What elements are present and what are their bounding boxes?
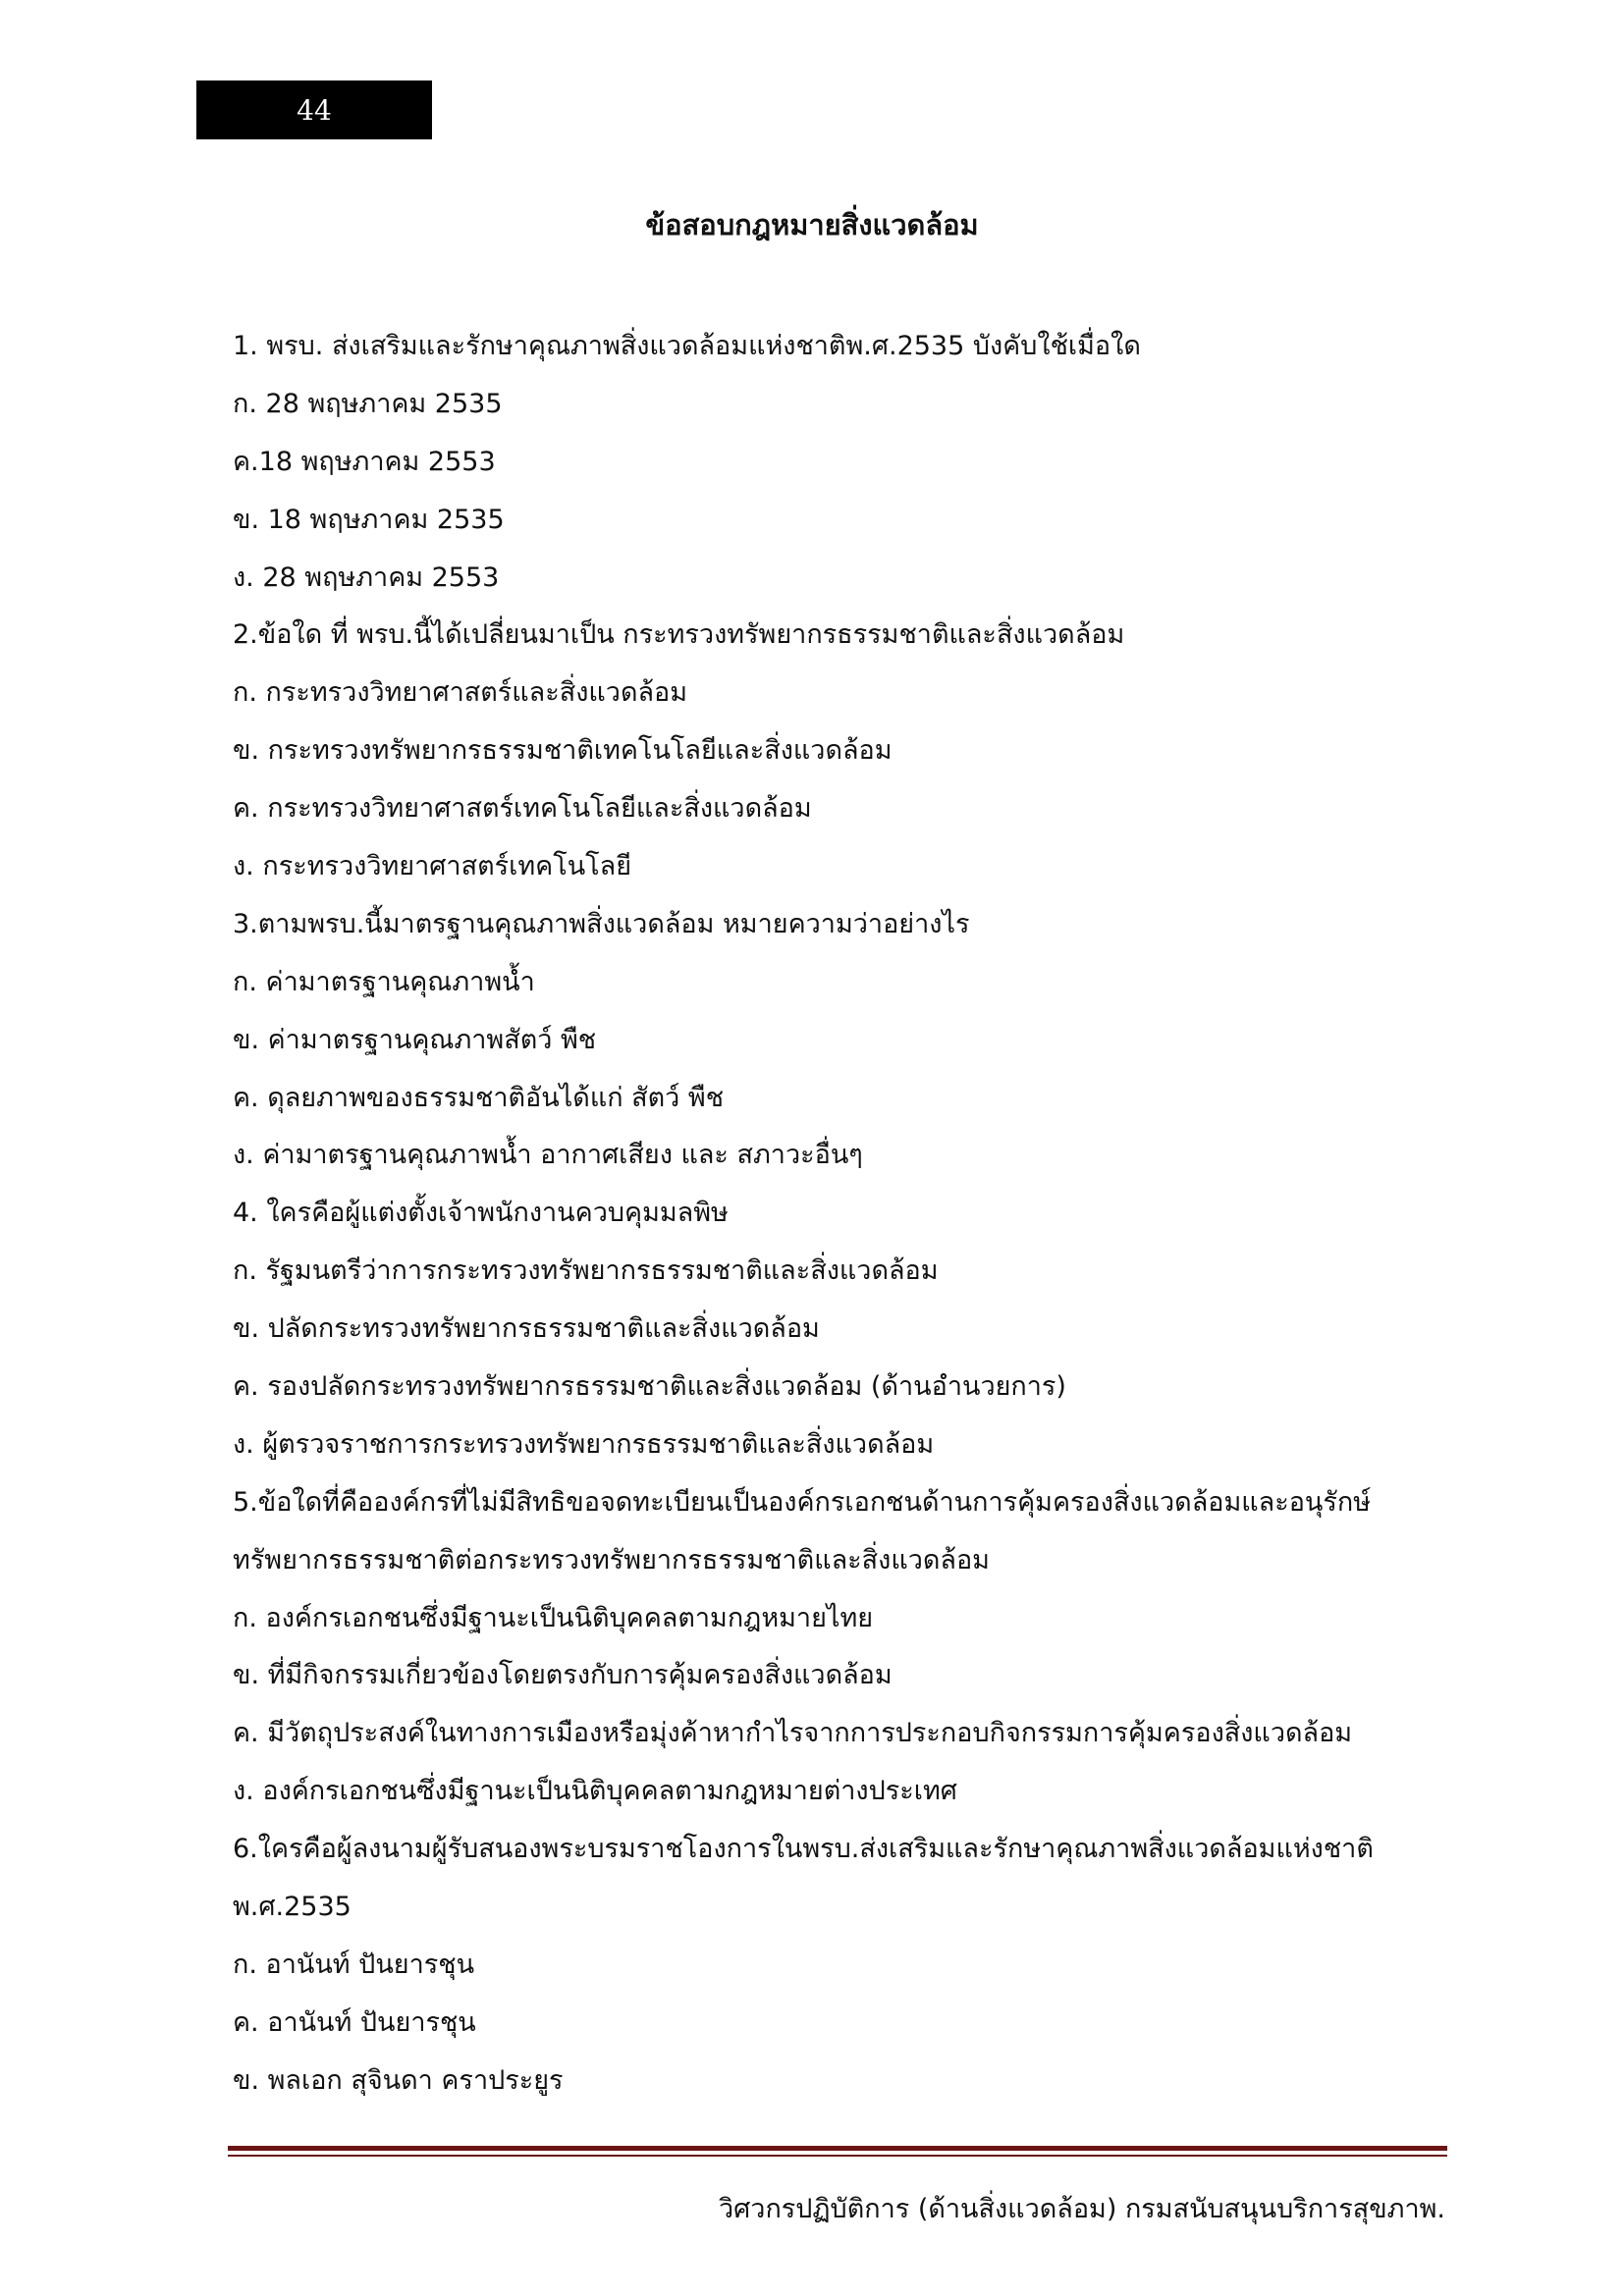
question-5-text: 5.ข้อใดที่คือองค์กรที่ไม่มีสิทธิขอจดทะเบียนเป็นองค์กรเอกชนด้านการคุ้มครองสิ่งแวดล้อมและอนุรักษ์ <box>233 1486 1372 1518</box>
question-2-option-b: ข. กระทรวงทรัพยากรธรรมชาติเทคโนโลยีและสิ่งแวดล้อม <box>233 735 893 767</box>
question-2-option-a: ก. กระทรวงวิทยาศาสตร์และสิ่งแวดล้อม <box>233 677 688 709</box>
question-4-option-c: ค. รองปลัดกระทรวงทรัพยากรธรรมชาติและสิ่งแวดล้อม (ด้านอำนวยการ) <box>233 1371 1066 1403</box>
footer-text: วิศวกรปฏิบัติการ (ด้านสิ่งแวดล้อม) กรมสนับสนุนบริการสุขภาพ. <box>718 2194 1445 2224</box>
footer-divider-thick <box>228 2146 1447 2151</box>
question-5-option-b: ข. ที่มีกิจกรรมเกี่ยวข้องโดยตรงกับการคุ้มครองสิ่งแวดล้อม <box>233 1660 893 1691</box>
question-5-text-continued: ทรัพยากรธรรมชาติต่อกระทรวงทรัพยากรธรรมชาติและสิ่งแวดล้อม <box>233 1544 990 1575</box>
document-body <box>233 318 1450 2110</box>
question-3-text: 3.ตามพรบ.นี้มาตรฐานคุณภาพสิ่งแวดล้อม หมายความว่าอย่างไร <box>233 908 970 939</box>
question-3-option-c: ค. ดุลยภาพของธรรมชาติอันได้แก่ สัตว์ พืช <box>233 1082 725 1113</box>
question-2-text: 2.ข้อใด ที่ พรบ.นี้ได้เปลี่ยนมาเป็น กระทรวงทรัพยากรธรรมชาติและสิ่งแวดล้อม <box>233 619 1125 651</box>
question-3-option-d: ง. ค่ามาตรฐานคุณภาพน้ำ อากาศเสียง และ สภาวะอื่นๆ <box>233 1140 863 1171</box>
question-3-option-a: ก. ค่ามาตรฐานคุณภาพน้ำ <box>233 966 535 997</box>
page-number-box <box>196 80 432 139</box>
page-number: 44 <box>297 93 332 127</box>
question-1-option-a: ก. 28 พฤษภาคม 2535 <box>233 388 503 419</box>
question-5-option-a: ก. องค์กรเอกชนซึ่งมีฐานะเป็นนิติบุคคลตามกฎหมายไทย <box>233 1602 874 1633</box>
question-4-option-d: ง. ผู้ตรวจราชการกระทรวงทรัพยากรธรรมชาติและสิ่งแวดล้อม <box>233 1428 935 1460</box>
question-1-text: 1. พรบ. ส่งเสริมและรักษาคุณภาพสิ่งแวดล้อมแห่งชาติพ.ศ.2535 บังคับใช้เมื่อใด <box>233 331 1141 361</box>
question-6-text-continued: พ.ศ.2535 <box>233 1892 352 1923</box>
question-1-option-c: ค.18 พฤษภาคม 2553 <box>233 446 496 477</box>
question-2-option-c: ค. กระทรวงวิทยาศาสตร์เทคโนโลยีและสิ่งแวดล้อม <box>233 793 812 825</box>
question-4-option-b: ข. ปลัดกระทรวงทรัพยากรธรรมชาติและสิ่งแวดล้อม <box>233 1313 820 1345</box>
question-5-option-d: ง. องค์กรเอกชนซึ่งมีฐานะเป็นนิติบุคคลตามกฎหมายต่างประเทศ <box>233 1776 957 1807</box>
question-4-text: 4. ใครคือผู้แต่งตั้งเจ้าพนักงานควบคุมมลพิษ <box>233 1198 729 1229</box>
document-title: ข้อสอบกฎหมายสิ่งแวดล้อม <box>645 208 979 241</box>
footer-divider-thin <box>228 2155 1447 2157</box>
question-5-option-c: ค. มีวัตถุประสงค์ในทางการเมืองหรือมุ่งค้าหากำไรจากการประกอบกิจกรรมการคุ้มครองสิ่งแวดล้อม <box>233 1718 1353 1749</box>
question-6-option-b: ข. พลเอก สุจินดา คราประยูร <box>233 2064 564 2096</box>
question-1-option-d: ง. 28 พฤษภาคม 2553 <box>233 561 500 593</box>
question-3-option-b: ข. ค่ามาตรฐานคุณภาพสัตว์ พืช <box>233 1024 597 1055</box>
question-6-option-c: ค. อานันท์ ปันยารชุน <box>233 2006 476 2038</box>
question-1-option-b: ข. 18 พฤษภาคม 2535 <box>233 504 505 535</box>
question-2-option-d: ง. กระทรวงวิทยาศาสตร์เทคโนโลยี <box>233 851 632 882</box>
question-6-text: 6.ใครคือผู้ลงนามผู้รับสนองพระบรมราชโองการในพรบ.ส่งเสริมและรักษาคุณภาพสิ่งแวดล้อมแห่งชาติ <box>233 1834 1374 1865</box>
question-6-option-a: ก. อานันท์ ปันยารชุน <box>233 1949 475 1980</box>
question-4-option-a: ก. รัฐมนตรีว่าการกระทรวงทรัพยากรธรรมชาติและสิ่งแวดล้อม <box>233 1255 939 1287</box>
